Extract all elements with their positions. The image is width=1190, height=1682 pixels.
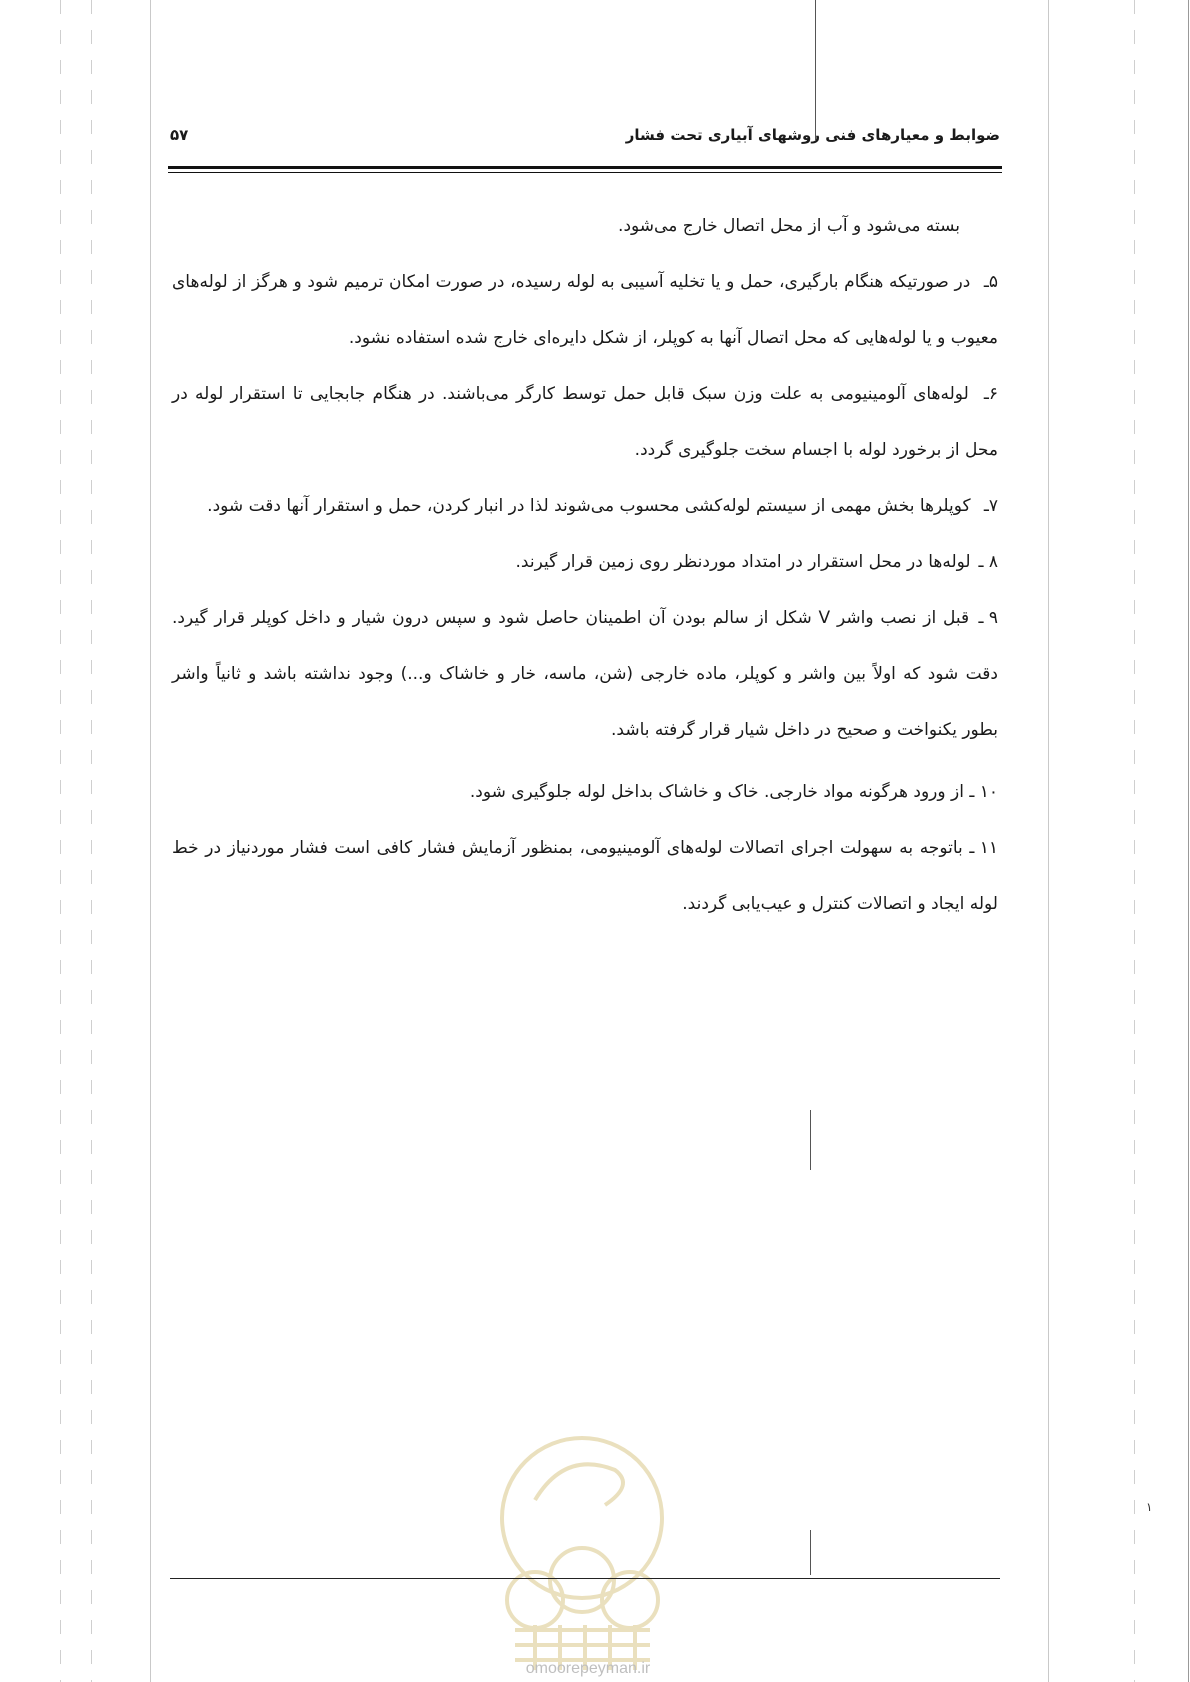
scan-edge-line [150,0,151,1682]
item-text: باتوجه به سهولت اجرای اتصالات لوله‌های آلومینیومی، بمنظور آزمایش فشار کافی است فشار موردنیاز در خط لوله ایجاد و اتصالات کنترل و عیب‌یابی گردند. [172,838,998,914]
item-text: لوله‌ها در محل استقرار در امتداد موردنظر روی زمین قرار گیرند. [515,552,971,572]
item-number: ۵ـ [983,272,998,292]
scan-fold-line [60,0,61,1682]
list-item-9 [172,590,998,758]
item-number: ۱۱ ـ [969,838,998,858]
header-rule-thin [168,172,1002,173]
list-item-7 [172,478,998,534]
header-title: ضوابط و معیارهای فنی روشهای آبیاری تحت فشار [625,126,1000,144]
item-number: ۸ ـ [978,552,998,572]
scan-fold-line [1134,0,1135,1682]
item-text: در صورتیکه هنگام بارگیری، حمل و یا تخلیه آسیبی به لوله رسیده، در صورت امکان ترمیم شود و هرگز از لوله‌های معیوب و یا لوله‌هایی که محل اتصال آنها به کوپلر، از شکل دایره‌ای خارج شده استفاده نشود. [172,272,998,348]
footer-rule [170,1578,1000,1579]
list-item-11 [172,820,998,932]
page-number: ۵۷ [170,126,189,144]
list-item-10 [172,764,998,820]
scan-fold-line [91,0,92,1682]
body-text [172,198,998,932]
list-item-8 [172,534,998,590]
scan-edge-line [1188,0,1189,1682]
item-number: ۶ـ [983,384,999,404]
running-header [170,126,1000,152]
item-number: ۹ ـ [978,608,998,628]
item-text: کوپلرها بخش مهمی از سیستم لوله‌کشی محسوب می‌شوند لذا در انبار کردن، حمل و استقرار آنها دقت شود. [207,496,971,516]
header-rule-thick [168,166,1002,169]
item-text: قبل از نصب واشر V شکل از سالم بودن آن اطمینان حاصل شود و سپس درون شیار و داخل کوپلر قرار گیرد. دقت شود که اولاً بین واشر و کوپلر، ماده خارجی (شن، ماسه، خار و خاشاک و...) وجود نداشته باشد و ثانیاً واشر بطور یکنواخت و صحیح در داخل شیار قرار گرفته باشد. [172,608,998,740]
item-number: ۱۰ ـ [969,782,998,802]
scan-artifact-line [810,1110,811,1170]
item-number: ۷ـ [983,496,998,516]
watermark-seal-logo [495,1430,670,1670]
list-item-5 [172,254,998,366]
scan-artifact-line [815,0,816,140]
scan-edge-line [1048,0,1049,1682]
edge-mark-text: ۱ [1146,1500,1153,1514]
edge-mark [1146,1500,1156,1590]
item-text: از ورود هرگونه مواد خارجی. خاک و خاشاک بداخل لوله جلوگیری شود. [469,782,964,802]
list-item-6 [172,366,998,478]
scan-artifact-line [810,1530,811,1575]
item-text: لوله‌های آلومینیومی به علت وزن سبک قابل حمل توسط کارگر می‌باشند. در هنگام جابجایی تا استقرار لوله در محل از برخورد لوله با اجسام سخت جلوگیری گردد. [172,384,998,460]
continuation-paragraph: بسته می‌شود و آب از محل اتصال خارج می‌شود. [618,216,960,236]
watermark-text: omoorepeyman.ir [525,1660,651,1677]
